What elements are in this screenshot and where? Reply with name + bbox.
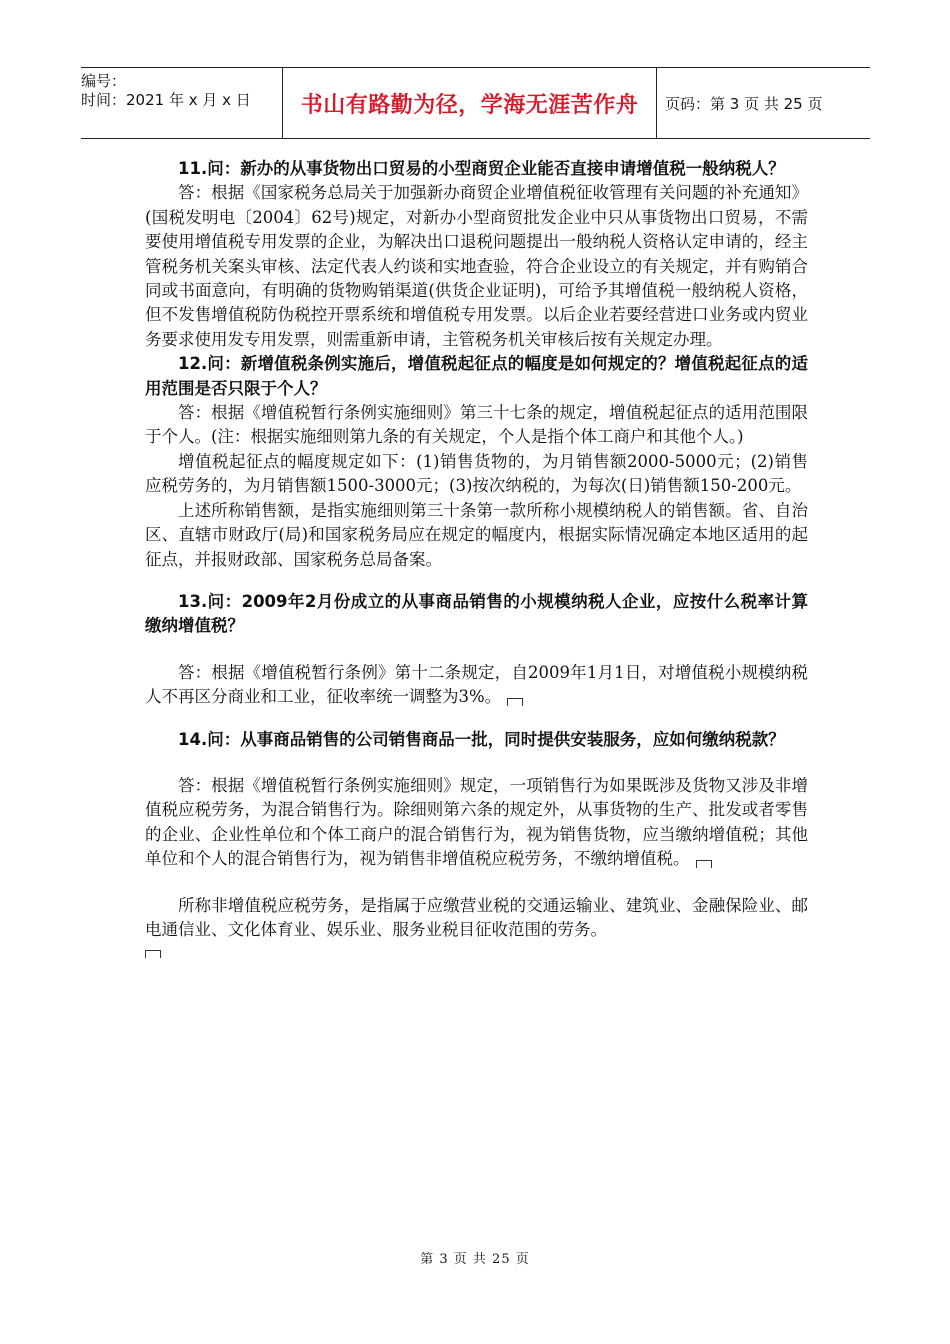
answer-13 bbox=[145, 661, 808, 710]
document-date-label: 时间：2021 年 x 月 x 日 bbox=[81, 91, 251, 109]
page-header bbox=[81, 67, 870, 139]
answer-14 bbox=[145, 774, 808, 872]
answer-12-paragraph: 上述所称销售额，是指实施细则第三十条第一款所称小规模纳税人的销售额。省、自治区、直辖市财政厅(局)和国家税务局应在规定的幅度内，根据实际情况确定本地区适用的起征点，并报财政部、国家税务总局备案。 bbox=[145, 500, 808, 569]
question-13: 13.问：2009年2月份成立的从事商品销售的小规模纳税人企业，应按什么税率计算缴纳增值税？ bbox=[145, 591, 808, 636]
paragraph-mark-icon bbox=[145, 950, 161, 958]
answer-13-text: 答：根据《增值税暂行条例》第十二条规定，自2009年1月1日，对增值税小规模纳税人不再区分商业和工业，征收率统一调整为3%。 bbox=[145, 662, 808, 707]
answer-12-paragraph: 答：根据《增值税暂行条例实施细则》第三十七条的规定，增值税起征点的适用范围限于个人。(注：根据实施细则第九条的有关规定，个人是指个体工商户和其他个人。) bbox=[145, 403, 808, 447]
paragraph-mark-icon bbox=[507, 698, 523, 706]
answer-12-paragraph: 增值税起征点的幅度规定如下：(1)销售货物的，为月销售额2000-5000元；(2)销售应税劳务的，为月销售额1500-3000元；(3)按次纳税的，为每次(日)销售额150-200元。 bbox=[145, 451, 808, 496]
document-body bbox=[145, 157, 808, 958]
page-footer: 第 3 页 共 25 页 bbox=[420, 1252, 530, 1267]
spacer bbox=[145, 872, 808, 894]
header-motto: 书山有路勤为径，学海无涯苦作舟 bbox=[283, 68, 657, 138]
document-number-label: 编号： bbox=[81, 72, 127, 90]
answer-14-text: 答：根据《增值税暂行条例实施细则》规定，一项销售行为如果既涉及货物又涉及非增值税应税劳务，为混合销售行为。除细则第六条的规定外，从事货物的生产、批发或者零售的企业、企业性单位和个体工商户的混合销售行为，视为销售货物，应当缴纳增值税；其他单位和个人的混合销售行为，视为销售非增值税应税劳务，不缴纳增值税。 bbox=[145, 775, 808, 869]
paragraph-mark-icon bbox=[696, 860, 712, 868]
answer-14-paragraph: 所称非增值税应税劳务，是指属于应缴营业税的交通运输业、建筑业、金融保险业、邮电通信业、文化体育业、娱乐业、服务业税目征收范围的劳务。 bbox=[145, 895, 808, 939]
question-11: 11.问：新办的从事货物出口贸易的小型商贸企业能否直接申请增值税一般纳税人？ bbox=[178, 159, 785, 178]
answer-11: 答：根据《国家税务总局关于加强新办商贸企业增值税征收管理有关问题的补充通知》(国税发明电〔2004〕62号)规定，对新办小型商贸批发企业中只从事货物出口贸易，不需要使用增值税专用发票的企业，为解决出口退税问题提出一般纳税人资格认定申请的，经主管税务机关案头审核、法定代表人约谈和实地查验，符合企业设立的有关规定，并有购销合同或书面意向，有明确的货物购销渠道(供货企业证明)，可给予其增值税一般纳税人资格，但不发售增值税防伪税控开票系统和增值税专用发票。以后企业若要经营进口业务或内贸业务要求使用发专用发票，则需重新申请，主管税务机关审核后按有关规定办理。 bbox=[145, 183, 808, 349]
header-meta bbox=[81, 68, 283, 138]
spacer bbox=[145, 710, 808, 728]
spacer bbox=[145, 572, 808, 590]
header-page-info: 页码：第 3 页 共 25 页 bbox=[665, 94, 823, 113]
spacer bbox=[145, 752, 808, 774]
spacer bbox=[145, 639, 808, 661]
question-12: 12.问：新增值税条例实施后，增值税起征点的幅度是如何规定的？增值税起征点的适用范围是否只限于个人？ bbox=[145, 354, 808, 398]
question-14: 14.问：从事商品销售的公司销售商品一批，同时提供安装服务，应如何缴纳税款？ bbox=[178, 729, 785, 749]
